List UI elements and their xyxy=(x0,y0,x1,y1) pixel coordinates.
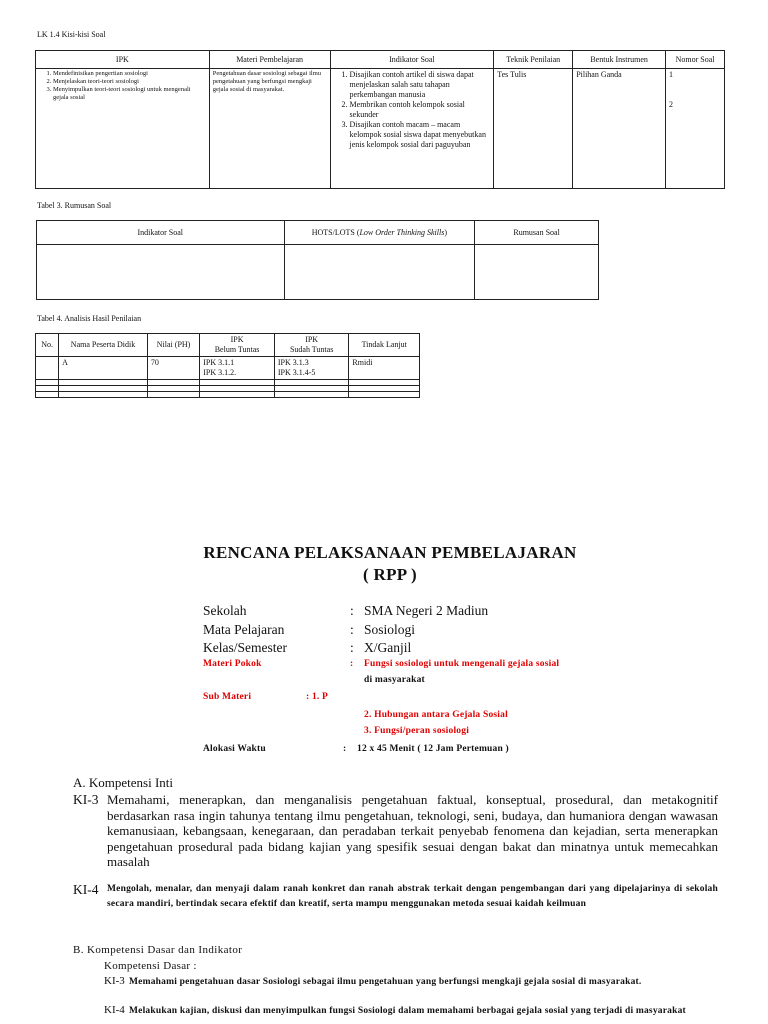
col-header-bentuk: Bentuk Instrumen xyxy=(573,51,666,69)
col-header-indikator-soal: Indikator Soal xyxy=(37,221,285,245)
bentuk-cell: Pilihan Ganda xyxy=(573,69,666,189)
indikator-item: 2. Membrikan contoh kelompok sosial sekunder xyxy=(350,100,491,120)
meta-alokasi-label: Alokasi Waktu xyxy=(203,744,266,754)
col-header-sudah-tuntas: IPK Sudah Tuntas xyxy=(274,334,349,357)
kd1-label: KI-3 xyxy=(104,975,125,987)
empty-cell xyxy=(475,245,599,300)
cell-belum: IPK 3.1.1 IPK 3.1.2. xyxy=(200,357,275,380)
meta-mapel: Mata Pelajaran : Sosiologi xyxy=(203,622,416,637)
meta-materi: Materi Pokok : Fungsi sosiologi untuk mengenali gejala sosial xyxy=(203,659,560,669)
analisis-hasil-table xyxy=(35,333,420,398)
table-row xyxy=(36,357,420,380)
kd1-text: Memahami pengetahuan dasar Sosiologi sebagai ilmu pengetahuan yang berfungsi mengkaji gejala sosial di masyarakat. xyxy=(129,977,642,987)
col-header-nama: Nama Peserta Didik xyxy=(59,334,148,357)
kd-label: Kompetensi Dasar : xyxy=(104,960,197,972)
meta-sub-2: 2. Hubungan antara Gejala Sosial xyxy=(364,710,508,720)
empty-cell xyxy=(284,245,475,300)
cell-no xyxy=(36,357,59,380)
col-header-indikator: Indikator Soal xyxy=(330,51,494,69)
col-header-materi: Materi Pembelajaran xyxy=(209,51,330,69)
nomor-cell xyxy=(666,69,725,189)
table-row xyxy=(36,392,420,398)
section-b-title: B. Kompetensi Dasar dan Indikator xyxy=(73,944,243,956)
ipk-item: 3. Menyimpulkan teori-teori sosiologi untuk mengenali gejala sosial xyxy=(53,86,206,102)
ki4-text: Mengolah, menalar, dan menyaji dalam ranah konkret dan ranah abstrak terkait dengan pengembangan dari yang dipelajarinya di sekolah secara mandiri, bertindak secara efektif dan kreatif, serta mampu menggunakan metoda sesuai kaidah keilmuan xyxy=(107,884,718,909)
indikator-item: 1. Disajikan contoh artikel di siswa dapat menjelaskan salah satu tahapan perkembangan manusia xyxy=(350,70,491,100)
tabel3-title: Tabel 3. Rumusan Soal xyxy=(37,201,112,210)
cell-nama: A xyxy=(59,357,148,380)
col-header-rumusan-soal: Rumusan Soal xyxy=(475,221,599,245)
nomor-2: 2 xyxy=(669,100,674,109)
indikator-item: 3. Disajikan contoh macam – macam kelompok sosial siswa dapat menyebutkan jenis kelompok sosial dari paguyuban xyxy=(350,120,491,150)
ipk-cell xyxy=(36,69,210,189)
tabel4-title: Tabel 4. Analisis Hasil Penilaian xyxy=(37,314,142,323)
materi-cell: Pengetahuan dasar sosiologi sebagai ilmu pengetahuan yang berfungsi mengkaji gejala sosial di masyarakat. xyxy=(209,69,330,189)
empty-cell xyxy=(37,245,285,300)
kd2-label: KI-4 xyxy=(104,1004,125,1016)
lk-title: LK 1.4 Kisi-kisi Soal xyxy=(37,30,106,39)
ipk-item: 1. Mendefinisikan pengertian sosiologi xyxy=(53,70,206,78)
meta-sekolah: Sekolah : SMA Negeri 2 Madiun xyxy=(203,603,489,618)
col-header-ipk: IPK xyxy=(36,51,210,69)
nomor-1: 1 xyxy=(669,70,674,79)
meta-sub-1: : 1. P xyxy=(306,692,329,702)
rpp-title: RENCANA PELAKSANAAN PEMBELAJARAN xyxy=(203,543,577,562)
cell-tindak: Rmidi xyxy=(349,357,420,380)
section-a-title: A. Kompetensi Inti xyxy=(73,775,174,790)
cell-sudah: IPK 3.1.3 IPK 3.1.4-5 xyxy=(274,357,349,380)
col-header-hots-lots: HOTS/LOTS (Low Order Thinking Skills) xyxy=(284,221,475,245)
ki3-text: Memahami, menerapkan, dan menganalisis pengetahuan faktual, konseptual, prosedural, dan metakognitif berdasarkan rasa ingin tahunya tentang ilmu pengetahuan, teknologi, seni, budaya, dan humaniora dengan wawasan kemanusiaan, kebangsaan, kenegaraan, dan peradaban terkait penyebab fenomena dan kejadian, serta menerapkan pengetahuan prosedural pada bidang kajian yang spesifik sesuai dengan bakat dan minatnya untuk memecahkan masalah xyxy=(107,792,718,869)
col-header-nilai: Nilai (PH) xyxy=(147,334,199,357)
indikator-cell xyxy=(330,69,494,189)
col-header-tindak-lanjut: Tindak Lanjut xyxy=(349,334,420,357)
meta-sub-label: Sub Materi xyxy=(203,692,252,702)
meta-kelas: Kelas/Semester : X/Ganjil xyxy=(203,640,412,655)
col-header-nomor: Nomor Soal xyxy=(666,51,725,69)
ki4-label: KI-4 xyxy=(73,882,99,897)
col-header-belum-tuntas: IPK Belum Tuntas xyxy=(200,334,275,357)
meta-materi-cont: di masyarakat xyxy=(364,675,425,685)
rumusan-soal-table xyxy=(36,220,599,300)
kisi-kisi-table xyxy=(35,50,725,189)
meta-alokasi-colon: : xyxy=(343,744,347,754)
teknik-cell: Tes Tulis xyxy=(494,69,573,189)
col-header-no: No. xyxy=(36,334,59,357)
rpp-subtitle: ( RPP ) xyxy=(362,565,418,584)
kd2-text: Melakukan kajian, diskusi dan menyimpulkan fungsi Sosiologi dalam memahami berbagai gejala sosial yang terjadi di masyarakat xyxy=(129,1006,686,1016)
meta-alokasi: 12 x 45 Menit ( 12 Jam Pertemuan ) xyxy=(357,744,509,754)
meta-sub-3: 3. Fungsi/peran sosiologi xyxy=(364,726,470,736)
cell-nilai: 70 xyxy=(147,357,199,380)
ipk-item: 2. Menjelaskan teori-teori sosiologi xyxy=(53,78,206,86)
ki3-label: KI-3 xyxy=(73,792,99,807)
col-header-teknik: Teknik Penilaian xyxy=(494,51,573,69)
